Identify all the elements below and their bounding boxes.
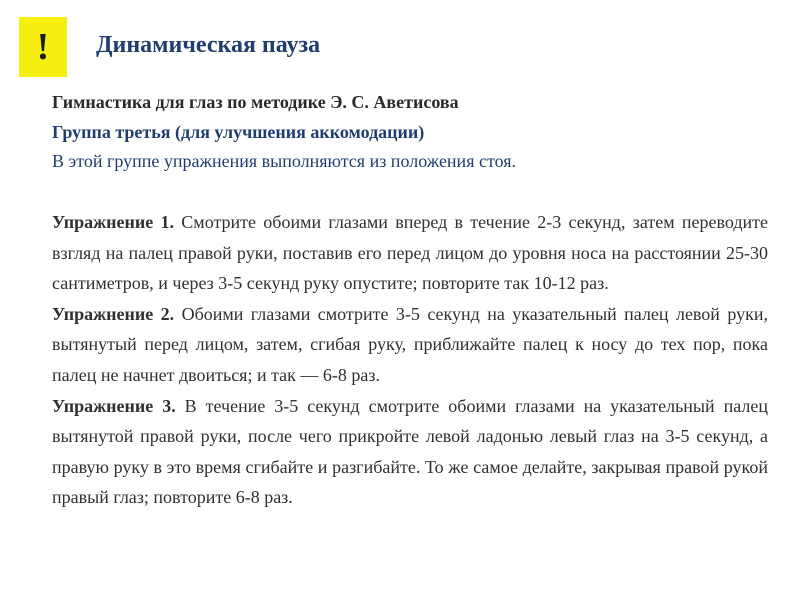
position-note: В этой группе упражнения выполняются из положения стоя. — [52, 151, 517, 171]
exercise-3-text: В течение 3-5 секунд смотрите обоими глазами на указательный палец вытянутой правой руки, после чего прикройте левой ладонью левый глаз на 3-5 секунд, а правую руку в это время сгибайте и разгибайте. То же самое делайте, закрывая правой рукой правый глаз; повторите 6-8 раз. — [52, 395, 768, 508]
exercise-2-label: Упражнение 2. — [52, 303, 175, 324]
exercise-1-label: Упражнение 1. — [52, 212, 175, 232]
attention-badge — [19, 17, 67, 77]
exercise-1-text: Смотрите обоими глазами вперед в течение 2-3 секунд, затем переводите взгляд на палец правой руки, поставив его перед лицом до уровня носа на расстоянии 25-30 сантиметров, и через 3-5 секунд руку опустите; повторите так 10-12 раз. — [52, 212, 768, 294]
exercise-3 — [52, 391, 768, 513]
exclamation-icon: ! — [36, 26, 50, 68]
method-subtitle: Гимнастика для глаз по методике Э. С. Аветисова — [52, 92, 459, 112]
page-title: Динамическая пауза — [96, 32, 321, 58]
exercise-2-text: Обоими глазами смотрите 3-5 секунд на указательный палец левой руки, вытянутый перед лицом, затем, сгибая руку, приближайте палец к носу до тех пор, пока палец не начнет двоиться; и так — 6-8 раз. — [52, 303, 768, 385]
exercise-list — [52, 207, 768, 513]
exercise-3-label: Упражнение 3. — [52, 395, 176, 416]
exercise-2 — [52, 299, 768, 391]
exercise-1 — [52, 207, 768, 299]
group-heading: Группа третья (для улучшения аккомодации) — [52, 122, 425, 142]
